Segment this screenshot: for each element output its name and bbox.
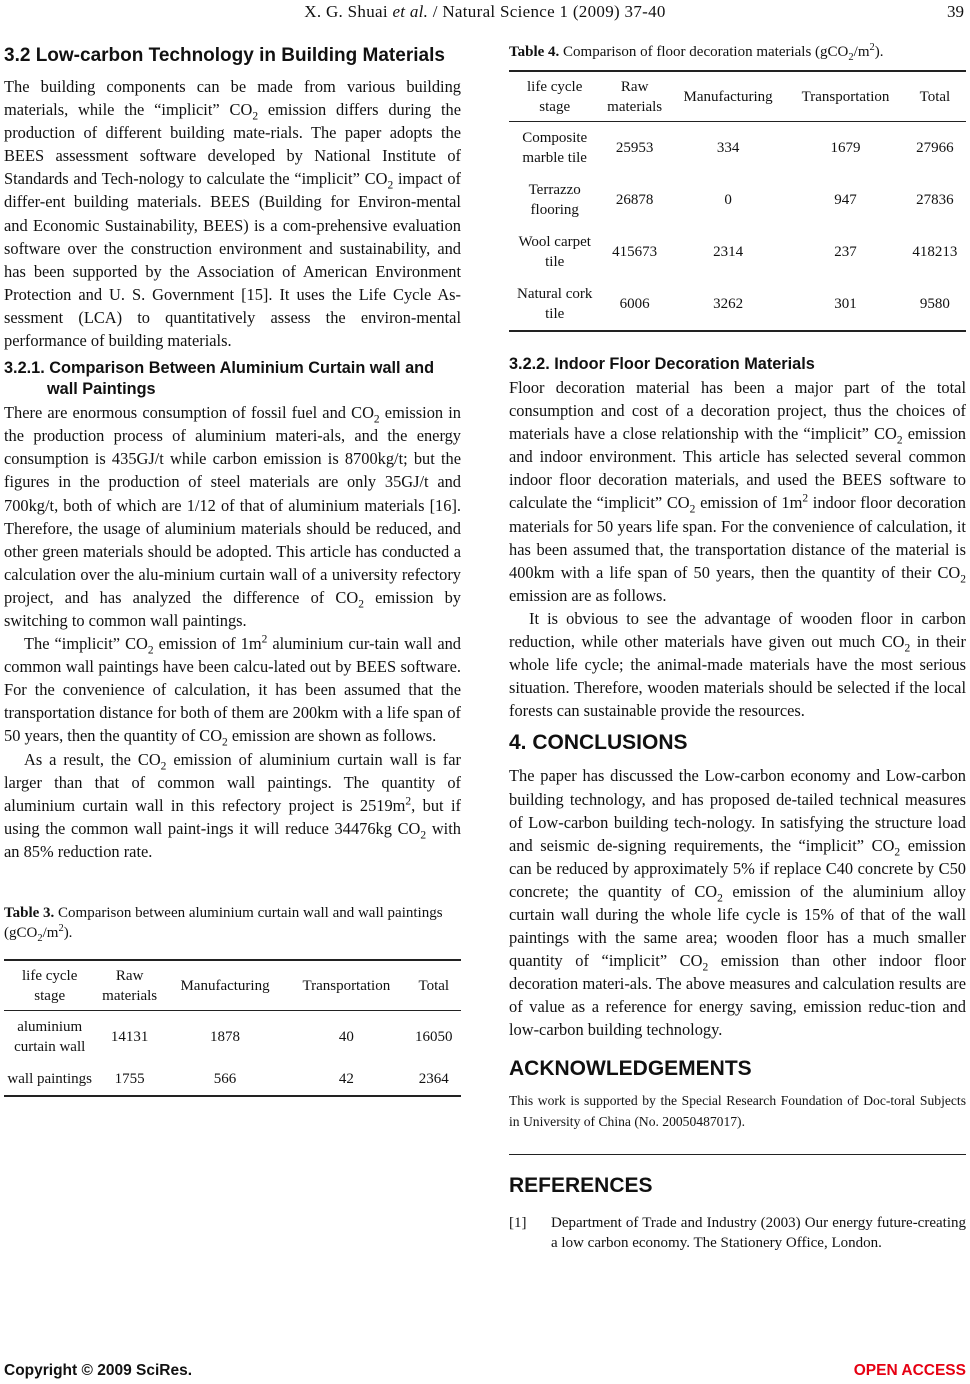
column-header: Total (407, 960, 461, 1011)
text-run: emission in the production process of aluminium materi-als, and the energy consumption is 435GJ/t while carbon emission is 8700kg/t; but the figures in the production of steel materials are only 35GJ/t and 700kg/t, both of which are 1/12 of that of aluminium materials [16]. Therefore, the usage of aluminium materials should be reduced, and other green materials should be adopted. This article has conducted a calculation over the alu-minium curtain wall of a university refectory project, and has analyzed the difference of CO (4, 403, 461, 607)
text-run: emission of the aluminium alloy curtain wall during the whole life cycle is 15% of that of the wall paintings with the same area; wooden floor has a much smaller quantity of “implicit” CO (509, 881, 966, 971)
row-label: Natural cork tile (509, 278, 600, 331)
superscript: 2 (261, 633, 268, 646)
text-run: emission of 1m (153, 634, 262, 654)
paragraph (4, 748, 461, 863)
column-header: Raw materials (95, 960, 164, 1011)
column-header: Transportation (787, 71, 904, 122)
table-cell: 418213 (912, 244, 958, 260)
subscript: 2 (960, 573, 966, 586)
table-cell: 2314 (713, 244, 744, 260)
text-run: emission are as follows. (509, 585, 667, 605)
subscript: 2 (894, 845, 901, 858)
divider (509, 1154, 966, 1155)
table-cell: 0 (724, 192, 732, 208)
subscript: 2 (689, 503, 696, 516)
table-cell: 9580 (904, 278, 966, 331)
column-header: Transportation (286, 960, 406, 1011)
section-heading-conclusions: 4. CONCLUSIONS (509, 731, 688, 755)
table-row (509, 122, 966, 175)
text-run: emission by switching to common wall paintings. (4, 587, 461, 630)
column-header: Manufacturing (669, 71, 787, 122)
text-run: emission and indoor environment. This article has selected several common indoor floor decoration materials, and used the BEES software to calculate the “implicit” CO (509, 424, 966, 513)
paragraph (4, 632, 461, 747)
table-cell: 1878 (210, 1029, 241, 1045)
page-number: 39 (947, 2, 964, 21)
text-run: , but if using the common wall paint-ings it will reduce 34476kg CO (4, 795, 461, 838)
text-run: The building components can be made from various building materials, while the “implicit” CO (4, 77, 461, 120)
column-header: Manufacturing (164, 960, 286, 1011)
text-run: As a result, the CO (24, 749, 161, 769)
table-cell: 1679 (830, 140, 861, 156)
row-label: Composite marble tile (522, 130, 588, 166)
section-heading-3-2: 3.2 Low-carbon Technology in Building Materials (4, 45, 445, 66)
paragraph (4, 401, 461, 632)
table-cell: 566 (164, 1063, 286, 1096)
running-head (0, 0, 970, 24)
column-header: Raw materials (600, 71, 669, 122)
text-run: emission are shown as follows. (227, 726, 437, 746)
text-run: emission than other indoor floor decoration materi-als. The above measures and calculation results are of value as a reference for energy saving, emission reduc-tion and low-carbon building technology. (509, 951, 966, 1040)
reference-text: Department of Trade and Industry (2003) Our energy future-creating a low carbon economy. The Stationery Office, London. (551, 1214, 966, 1251)
table-cell: 947 (834, 192, 857, 208)
journal-citation: X. G. Shuai et al. / Natural Science 1 (2009) 37-40 (304, 2, 666, 21)
table-cell: 1755 (95, 1063, 164, 1096)
table-row (509, 174, 966, 226)
subsection-heading-3-2-2: 3.2.2. Indoor Floor Decoration Materials (509, 355, 815, 373)
table-cell: 42 (286, 1063, 406, 1096)
paragraph (509, 764, 966, 1041)
table-cell: 16050 (415, 1029, 453, 1045)
acknowledgements-text: This work is supported by the Special Research Foundation of Doc-toral Subjects in University of China (No. 20050487017). (509, 1092, 966, 1129)
subscript: 2 (420, 829, 427, 842)
table-row (509, 278, 966, 331)
table-cell: 27836 (916, 192, 954, 208)
text-run: There are enormous consumption of fossil fuel and CO (4, 403, 374, 423)
table-3-caption: Table 3. Comparison between aluminium curtain wall and wall paintings $(gCO_2/m^2)$. (4, 905, 443, 944)
row-label: aluminium curtain wall (14, 1019, 86, 1055)
table-cell: 25953 (615, 140, 654, 156)
superscript: 2 (802, 493, 809, 505)
table-cell: 415673 (612, 244, 658, 260)
subscript: 2 (358, 598, 364, 611)
table-cell: 14131 (110, 1029, 149, 1045)
text-run: It is obvious to see the advantage of wooden floor in carbon reduction, while other materials have given out much CO (509, 608, 966, 652)
table-row (509, 226, 966, 278)
subscript: 2 (252, 110, 259, 123)
table-cell: 40 (338, 1029, 354, 1045)
column-header: life cycle stage (4, 960, 95, 1011)
column-header: Total (904, 71, 966, 122)
et-al: et al. (392, 2, 429, 21)
text-run: Floor decoration material has been a major part of the total consumption and cost of a decoration project, thus the choices of materials have a close relationship with the “implicit” CO (509, 378, 966, 444)
paragraph (4, 75, 461, 352)
table-row (4, 1011, 461, 1064)
text-run: with an 85% reduction rate. (4, 818, 461, 861)
table-cell: 26878 (615, 192, 654, 208)
table-cell: 334 (716, 140, 740, 156)
open-access-badge: OPEN ACCESS (853, 1362, 966, 1379)
reference-number: [1] (509, 1214, 527, 1231)
subscript: 2 (702, 961, 709, 974)
subscript: 2 (387, 179, 394, 192)
subscript: 2 (896, 434, 903, 447)
table-cell: 6006 (600, 278, 669, 331)
references-heading: REFERENCES (509, 1173, 653, 1197)
row-label: wall paintings (4, 1063, 95, 1096)
table-cell: 2364 (407, 1063, 461, 1096)
text-run: impact of differ-ent building materials. BEES (Building for Environ-mental and Economic Sustainability, BEES) is a com-prehensive evaluation software over the construction environment and sustainability, and has been supported by the Association of American Environment Protection and U. S. Government [15]. It uses the Life Cycle As-sessment (LCA) to quantitatively assess the environ-mental performance of building materials. (4, 169, 462, 351)
subscript: 2 (904, 642, 911, 655)
column-header: life cycle stage (509, 71, 600, 122)
table-row (4, 1063, 461, 1096)
text-run: emission can be reduced by approximately 5% if replace C40 concrete by C50 concrete; the quantity of CO (509, 835, 966, 901)
table-4 (509, 70, 966, 332)
row-label: Wool carpet tile (518, 234, 591, 270)
table-cell: 301 (787, 278, 904, 331)
subscript: 2 (717, 892, 723, 905)
text-run: emission differs during the production of different building mate-rials. The paper adopts the BEES assessment software developed by National Institute of Standards and Tech-nology to calculate the “implicit” CO (4, 100, 462, 189)
subsection-heading-3-2-1: 3.2.1. Comparison Between Aluminium Curtain wall and wall Paintings (4, 359, 435, 399)
table-header-row (509, 71, 966, 122)
text-run: The paper has discussed the Low-carbon economy and Low-carbon building technology, and has proposed de-tailed technical measures of Low-carbon building tech-nology. In satisfying the structure load and seismic de-signing requirements, the “implicit” CO (509, 766, 966, 855)
left-column (4, 40, 461, 1097)
table-cell: 237 (834, 244, 857, 260)
table-header-row (4, 960, 461, 1011)
text-run: The “implicit” CO (24, 634, 148, 654)
text-run: emission of 1m (695, 493, 803, 513)
reference-item (509, 1213, 966, 1253)
reference-list (509, 1213, 966, 1253)
paragraph (509, 376, 966, 607)
paragraph (509, 607, 966, 722)
table-cell: 27966 (916, 140, 954, 156)
row-label: Terrazzo flooring (528, 182, 581, 218)
subscript: 2 (222, 736, 228, 749)
text-run: aluminium cur-tain wall and common wall paintings have been calcu-lated out by BEES software. For the convenience of calculation, it has been assumed that the transportation distance for both of them are 200km with a life span of 50 years, then the quantity of CO (4, 634, 461, 746)
text-run: emission of aluminium curtain wall is far larger than that of common wall paintings. The quantity of aluminium curtain wall in this refectory project is 2519m (4, 749, 461, 815)
table-3 (4, 959, 461, 1097)
subscript: 2 (147, 644, 154, 657)
right-column (509, 42, 966, 1253)
table-cell: 3262 (669, 278, 787, 331)
text-run: indoor floor decoration materials for 50 years life span. For the convenience of calculation, it has been assumed that, the transportation distance of the material is 400km with a life span of 50 years, then the quantity of their CO (509, 493, 967, 582)
text-run: in their whole life cycle; the animal-made materials have the most serious situation. Therefore, wooden materials should be selected if the local forests can sustainable provide the resources. (509, 632, 966, 721)
acknowledgements-heading: ACKNOWLEDGEMENTS (509, 1056, 752, 1080)
subscript: 2 (373, 413, 380, 426)
table-4-caption: Table 4. Comparison of floor decoration materials $(gCO_2/m^2)$. (509, 42, 884, 63)
subscript: 2 (160, 759, 167, 772)
copyright-notice: Copyright © 2009 SciRes. (4, 1362, 193, 1379)
superscript: 2 (405, 795, 412, 808)
